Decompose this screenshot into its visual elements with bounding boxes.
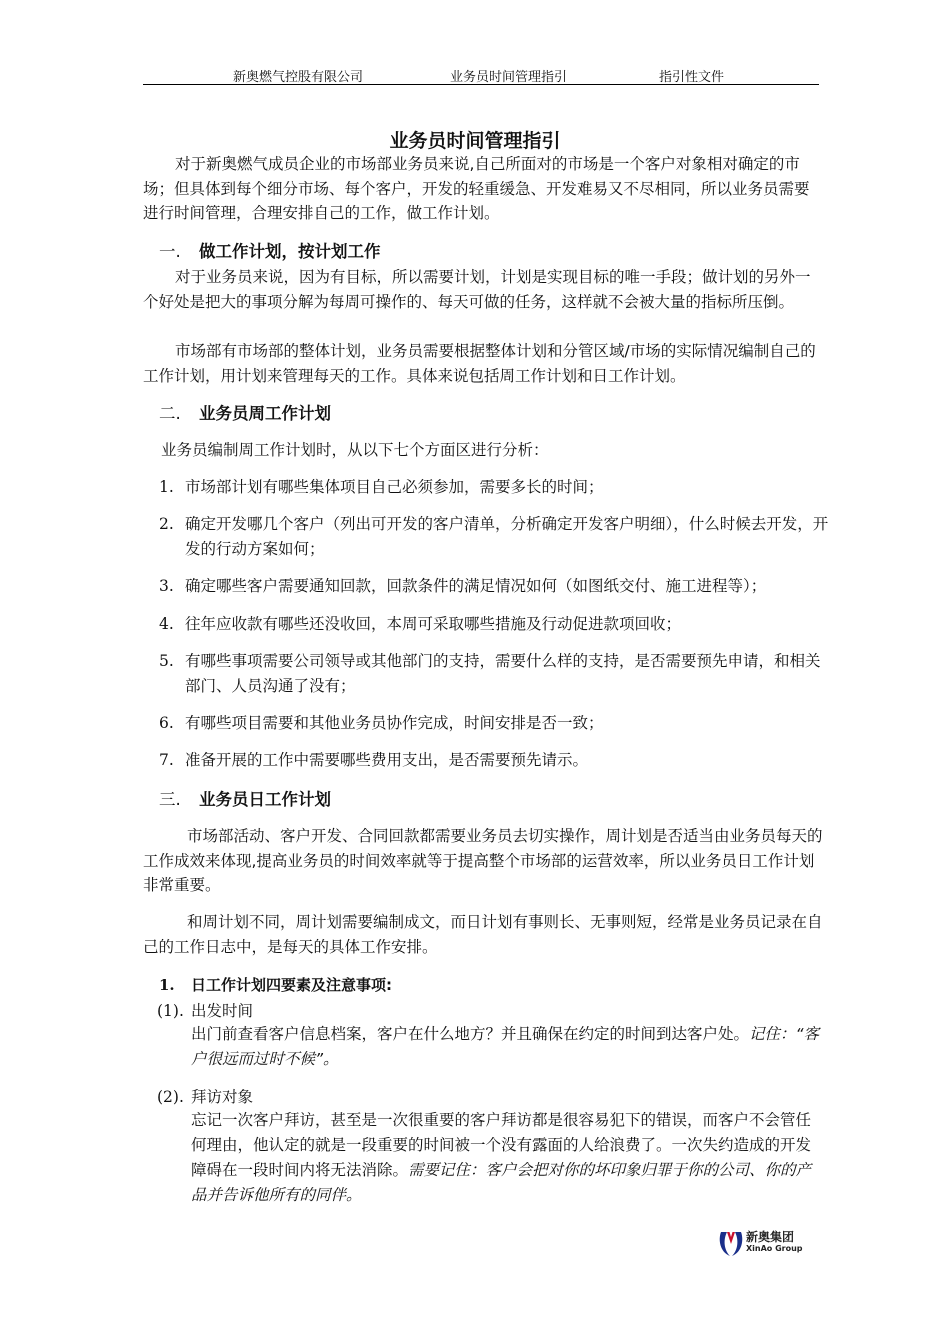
logo-text-en: XinAo Group xyxy=(746,1244,803,1253)
page-header xyxy=(143,64,819,85)
section1-paragraph-2: 市场部有市场部的整体计划，业务员需要根据整体计划和分管区域/市场的实际情况编制自己的工作计划，用计划来管理每天的工作。具体来说包括周工作计划和日工作计划。 xyxy=(143,342,816,385)
header-doc-title: 业务员时间管理指引 xyxy=(450,70,568,85)
list-item xyxy=(159,649,831,699)
document-title: 业务员时间管理指引 xyxy=(389,130,561,152)
list-item-number: 2. xyxy=(159,515,174,533)
section1-number: 一. xyxy=(159,242,181,261)
list-item-number: 6. xyxy=(159,714,174,732)
section1-paragraph-1: 对于业务员来说，因为有目标，所以需要计划，计划是实现目标的唯一手段；做计划的另外一个好处是把大的事项分解为每周可操作的、每天可做的任务，这样就不会被大量的指标所压倒。 xyxy=(143,268,811,311)
element-title: 拜访对象 xyxy=(191,1088,254,1106)
section2-title: 业务员周工作计划 xyxy=(199,404,331,423)
list-item-number: 4. xyxy=(159,615,174,633)
list-item xyxy=(159,512,831,562)
section3-paragraph-2: 和周计划不同，周计划需要编制成文，而日计划有事则长、无事则短，经常是业务员记录在自己的工作日志中，是每天的具体工作安排。 xyxy=(143,913,823,956)
subsection-heading xyxy=(159,974,392,995)
section3-paragraph-1: 市场部活动、客户开发、合同回款都需要业务员去切实操作，周计划是否适当由业务员每天的工作成效来体现,提高业务员的时间效率就等于提高整个市场部的运营效率，所以业务员日工作计划非常重要。 xyxy=(143,827,823,894)
list-item xyxy=(159,475,831,500)
subsection-title: 日工作计划四要素及注意事项: xyxy=(191,976,392,994)
section2-lead: 业务员编制周工作计划时，从以下七个方面区进行分析： xyxy=(161,441,549,459)
header-company: 新奥燃气控股有限公司 xyxy=(233,70,364,85)
list-item-text: 有哪些项目需要和其他业务员协作完成，时间安排是否一致； xyxy=(185,714,604,732)
subsection-number: 1. xyxy=(159,976,175,994)
element-text: 忘记一次客户拜访，甚至是一次很重要的客户拜访都是很容易犯下的错误，而客户不会管任何理由，他认定的就是一段重要的时间被一个没有露面的人给浪费了。一次失约造成的开发障碍在一段时间内将无法消除。 xyxy=(191,1111,812,1179)
list-item-number: 3. xyxy=(159,577,174,595)
element-body xyxy=(191,1108,823,1208)
list-item-text: 有哪些事项需要公司领导或其他部门的支持，需要什么样的支持，是否需要预先申请，和相关部门、人员沟通了没有； xyxy=(185,652,821,695)
list-item-text: 准备开展的工作中需要哪些费用支出，是否需要预先请示。 xyxy=(185,751,589,769)
element-number: (2). xyxy=(157,1088,184,1106)
list-item xyxy=(159,612,831,637)
section2-heading xyxy=(159,400,331,424)
element-body xyxy=(191,1022,823,1072)
section3-heading xyxy=(159,786,331,810)
list-item-text: 市场部计划有哪些集体项目自己必须参加，需要多长的时间； xyxy=(185,478,604,496)
list-item xyxy=(159,748,831,773)
section1-title: 做工作计划，按计划工作 xyxy=(199,242,381,261)
list-item xyxy=(159,574,831,599)
header-doc-type: 指引性文件 xyxy=(659,70,725,85)
list-item-text: 确定哪些客户需要通知回款，回款条件的满足情况如何（如图纸交付、施工进程等）； xyxy=(185,577,767,595)
logo-mark-icon xyxy=(718,1228,744,1258)
company-logo xyxy=(718,1228,808,1260)
logo-text-cn: 新奥集团 xyxy=(746,1230,795,1244)
list-item-text: 确定开发哪几个客户（列出可开发的客户清单，分析确定开发客户明细），什么时候去开发，开发的行动方案如何； xyxy=(185,515,829,558)
element-text: 出门前查看客户信息档案，客户在什么地方？并且确保在约定的时间到达客户处。 xyxy=(191,1025,750,1043)
list-item-number: 1. xyxy=(159,478,174,496)
section1-heading xyxy=(159,238,381,262)
list-item-text: 往年应收款有哪些还没收回，本周可采取哪些措施及行动促进款项回收； xyxy=(185,615,682,633)
element-label xyxy=(157,1085,253,1107)
intro-paragraph: 对于新奥燃气成员企业的市场部业务员来说,自己所面对的市场是一个客户对象相对确定的市场；但具体到每个细分市场、每个客户，开发的轻重缓急、开发难易又不尽相同，所以业务员需要进行时间管理，合理安排自己的工作，做工作计划。 xyxy=(143,155,810,222)
list-item xyxy=(159,711,831,736)
section3-title: 业务员日工作计划 xyxy=(199,790,331,809)
list-item-number: 7. xyxy=(159,751,174,769)
section3-number: 三. xyxy=(159,790,181,809)
element-number: (1). xyxy=(157,1002,184,1020)
list-item-number: 5. xyxy=(159,652,174,670)
element-title: 出发时间 xyxy=(191,1002,254,1020)
section2-number: 二. xyxy=(159,404,181,423)
element-label xyxy=(157,999,253,1021)
element-note: 记住：“客户很远而过时不候”。 xyxy=(191,1025,820,1068)
element-note: 需要记住：客户会把对你的坏印象归罪于你的公司、你的产品并告诉他所有的同伴。 xyxy=(191,1161,812,1204)
